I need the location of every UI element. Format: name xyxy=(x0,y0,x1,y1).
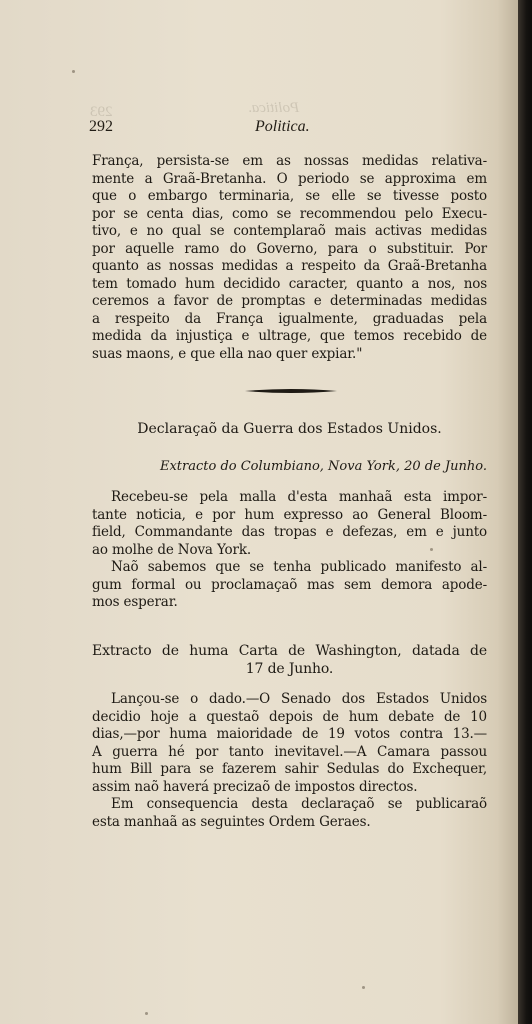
page-header xyxy=(0,118,518,140)
paragraph-senate-decision xyxy=(92,691,487,796)
bleed-through-title: Politica. xyxy=(248,100,300,116)
section-heading-declaration: Declaraçaõ da Guerra dos Estados Unidos. xyxy=(137,421,442,437)
text-line: assim naõ haverá precizaõ de impostos directos. xyxy=(92,778,418,795)
text-line: decidio hoje a questaõ depois de hum debate de 10 xyxy=(92,708,487,725)
text-line: medida da injustiça e ultrage, que temos recebido de xyxy=(92,328,487,344)
text-line: por se centa dias, como se recommendou pelo Execu- xyxy=(92,205,487,222)
paragraph-news-received xyxy=(92,489,487,559)
text-line: dias,—por huma maioridade de 19 votos contra 13.— xyxy=(92,726,487,742)
paragraph-continuation xyxy=(92,153,487,363)
text-line: tante noticia, e por hum expresso ao General Bloom- xyxy=(92,506,487,523)
paper-speck xyxy=(430,548,433,551)
text-line: hum Bill para se fazerem sahir Sedulas do Exchequer, xyxy=(92,761,487,777)
section-dateline: Extracto do Columbiano, Nova York, 20 de Junho. xyxy=(159,459,487,474)
text-line: esta manhaã as seguintes Ordem Geraes. xyxy=(92,813,371,830)
text-line: suas maons, e que ella nao quer expiar." xyxy=(92,345,363,362)
text-line: tem tomado hum decidido caracter, quanto a nos, nos xyxy=(92,275,487,292)
paper-speck xyxy=(72,70,75,73)
paragraph-no-manifesto xyxy=(92,559,487,612)
book-spine-shadow xyxy=(518,0,532,1024)
text-line: Lançou-se o dado.—O Senado dos Estados Unidos xyxy=(111,691,487,707)
running-title: Politica. xyxy=(255,118,310,135)
text-line: Em consequencia desta declaraçaõ se publicaraõ xyxy=(111,796,487,812)
heading-line: 17 de Junho. xyxy=(245,660,334,677)
text-line: gum formal ou proclamaçaõ mas sem demora apode- xyxy=(92,576,487,593)
text-line: mos esperar. xyxy=(92,594,178,610)
text-line: por aquelle ramo do Governo, para o substituir. Por xyxy=(92,240,487,257)
text-line: A guerra hé por tanto inevitavel.—A Camara passou xyxy=(92,743,487,760)
text-line: a respeito da França igualmente, graduadas pela xyxy=(92,310,487,327)
text-line: mente a Graã-Bretanha. O periodo se approxima em xyxy=(92,170,487,187)
text-line: França, persista-se em as nossas medidas relativa- xyxy=(92,153,487,169)
paper-speck xyxy=(145,1012,148,1015)
text-line: field, Commandante das tropas e defezas, em e junto xyxy=(92,524,487,540)
text-line: Naõ sabemos que se tenha publicado manifesto al- xyxy=(111,559,487,575)
section-divider-rule xyxy=(245,388,337,394)
text-line: ceremos a favor de promptas e determinadas medidas xyxy=(92,293,487,309)
text-line: tivo, e no qual se contemplaraõ mais activas medidas xyxy=(92,223,487,239)
bleed-through-number: 293 xyxy=(90,104,113,120)
text-line: Recebeu-se pela malla d'esta manhaã esta impor- xyxy=(111,489,487,505)
text-line: quanto as nossas medidas a respeito da Graã-Bretanha xyxy=(92,258,487,274)
text-line: ao molhe de Nova York. xyxy=(92,541,252,558)
paper-speck xyxy=(362,986,365,989)
paragraph-general-orders xyxy=(92,796,487,831)
heading-line: Extracto de huma Carta de Washington, datada de xyxy=(92,643,487,659)
text-line: que o embargo terminaria, se elle se tivesse posto xyxy=(92,188,487,204)
section-heading-letter xyxy=(92,643,487,678)
page-number: 292 xyxy=(89,118,113,135)
